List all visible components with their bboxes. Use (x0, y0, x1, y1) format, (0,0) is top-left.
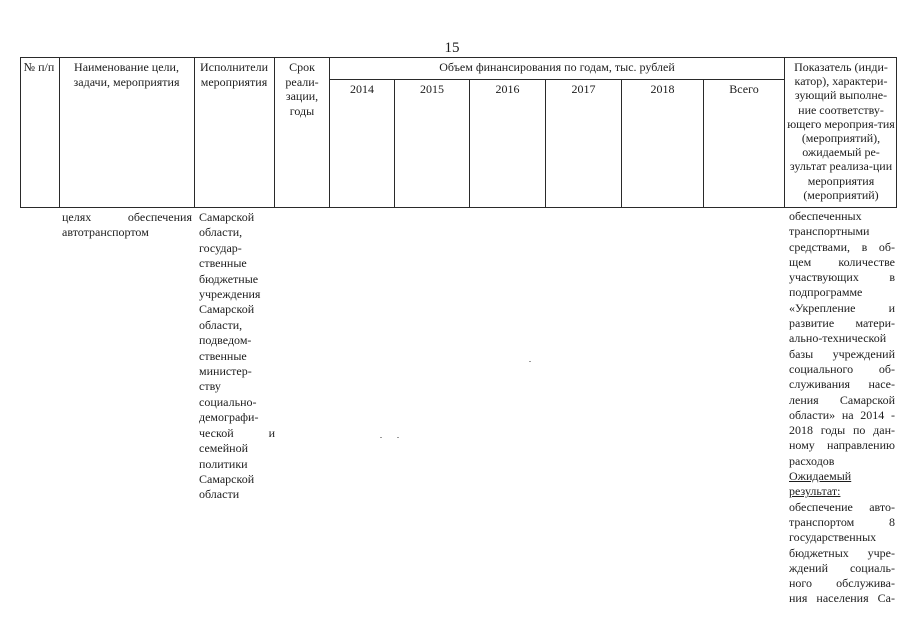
header-name: Наименование цели, задачи, мероприятия (73, 60, 180, 89)
executor-line: семейной (199, 441, 248, 456)
indicator-line: служивания насе- (789, 377, 895, 392)
header-indicator: Показатель (инди-катор), характери-зующий выполне-ние соответству-ющего мероприя-тия (мероприятий), ожидаемый ре-зультат реализа-ции мероприятия (мероприятий) (787, 60, 895, 202)
indicator-line: транспортными (789, 224, 870, 239)
year-divider (703, 79, 704, 208)
year-divider (621, 79, 622, 208)
col-divider (59, 57, 60, 208)
result-line: государственных (789, 530, 877, 545)
result-line: ния населения Са- (789, 591, 895, 606)
year-divider (545, 79, 546, 208)
executor-line: ческой и (199, 425, 275, 440)
col-divider (20, 57, 21, 208)
header-year-2018: 2018 (650, 82, 675, 96)
page-number: 15 (444, 40, 460, 56)
funding-subheader-border (329, 79, 785, 80)
indicator-line: ному направлению (789, 438, 895, 453)
indicator-line: социального об- (789, 361, 895, 376)
scan-speck (380, 437, 382, 438)
executor-line: области, (199, 317, 243, 332)
executor-line: социально- (199, 394, 257, 409)
header-year-2017: 2017 (571, 82, 596, 96)
executor-line: Самарской (199, 210, 255, 224)
col-divider (274, 57, 275, 208)
row-executors (199, 210, 275, 503)
result-line: обеспечение авто- (789, 499, 895, 514)
executor-line: области, (199, 225, 243, 240)
row-name (62, 210, 192, 241)
executor-line: демографи- (199, 410, 259, 425)
executor-line: министер- (199, 364, 252, 379)
header-year-2014: 2014 (350, 82, 374, 96)
col-divider (329, 57, 330, 208)
result-line: транспортом 8 (789, 514, 895, 529)
executor-line: политики (199, 456, 248, 471)
header-term: Срок реали-зации, годы (285, 60, 319, 118)
indicator-line: подпрограмме (789, 285, 863, 300)
header-year-2016: 2016 (495, 82, 520, 96)
indicator-line: развитие матери- (789, 316, 895, 331)
header-total: Всего (729, 82, 759, 96)
year-divider (469, 79, 470, 208)
header-year-2015: 2015 (420, 82, 444, 96)
indicator-line: ления Самарской (789, 392, 895, 407)
executor-line: ству (199, 379, 221, 394)
executor-line: подведом- (199, 333, 252, 348)
scan-speck (529, 361, 531, 362)
indicator-line: средствами, в об- (789, 239, 895, 254)
year-divider (394, 79, 395, 208)
header-funding: Объем финансирования по годам, тыс. рублей (439, 60, 675, 74)
row-name-text: целях обеспечения автотранспортом (62, 210, 192, 240)
result-line: бюджетных учре- (789, 545, 895, 560)
executor-line: бюджетные (199, 271, 259, 286)
scan-speck (397, 437, 399, 438)
indicator-line: щем количестве (789, 254, 895, 269)
header-num: № п/п (23, 60, 55, 74)
indicator-line: базы учреждений (789, 346, 895, 361)
expected-result-label: Ожидаемый результат: (789, 469, 852, 499)
indicator-line: ально-технической (789, 331, 887, 346)
executor-line: ственные (199, 256, 247, 271)
result-line: ного обслужива- (789, 576, 895, 591)
indicator-line: расходов (789, 453, 835, 468)
header-executors: Исполнители мероприятия (199, 60, 269, 89)
col-divider (194, 57, 195, 208)
executor-line: Самарской (199, 471, 255, 486)
indicator-line: области» на 2014 - (789, 407, 895, 422)
result-line: ждений социаль- (789, 560, 895, 575)
col-divider (896, 57, 897, 208)
indicator-line: участвующих в (789, 270, 895, 285)
executor-line: государ- (199, 240, 242, 255)
executor-line: области (199, 487, 240, 502)
indicator-line: «Укрепление и (789, 300, 895, 315)
table-top-border (20, 57, 897, 58)
indicator-line: обеспеченных (789, 209, 862, 223)
col-divider (784, 57, 785, 208)
indicator-line: 2018 годы по дан- (789, 423, 895, 438)
executor-line: ственные (199, 348, 247, 363)
row-indicator (789, 209, 895, 607)
header-bottom-border (20, 207, 897, 208)
executor-line: учреждения (199, 287, 261, 302)
executor-line: Самарской (199, 302, 255, 317)
